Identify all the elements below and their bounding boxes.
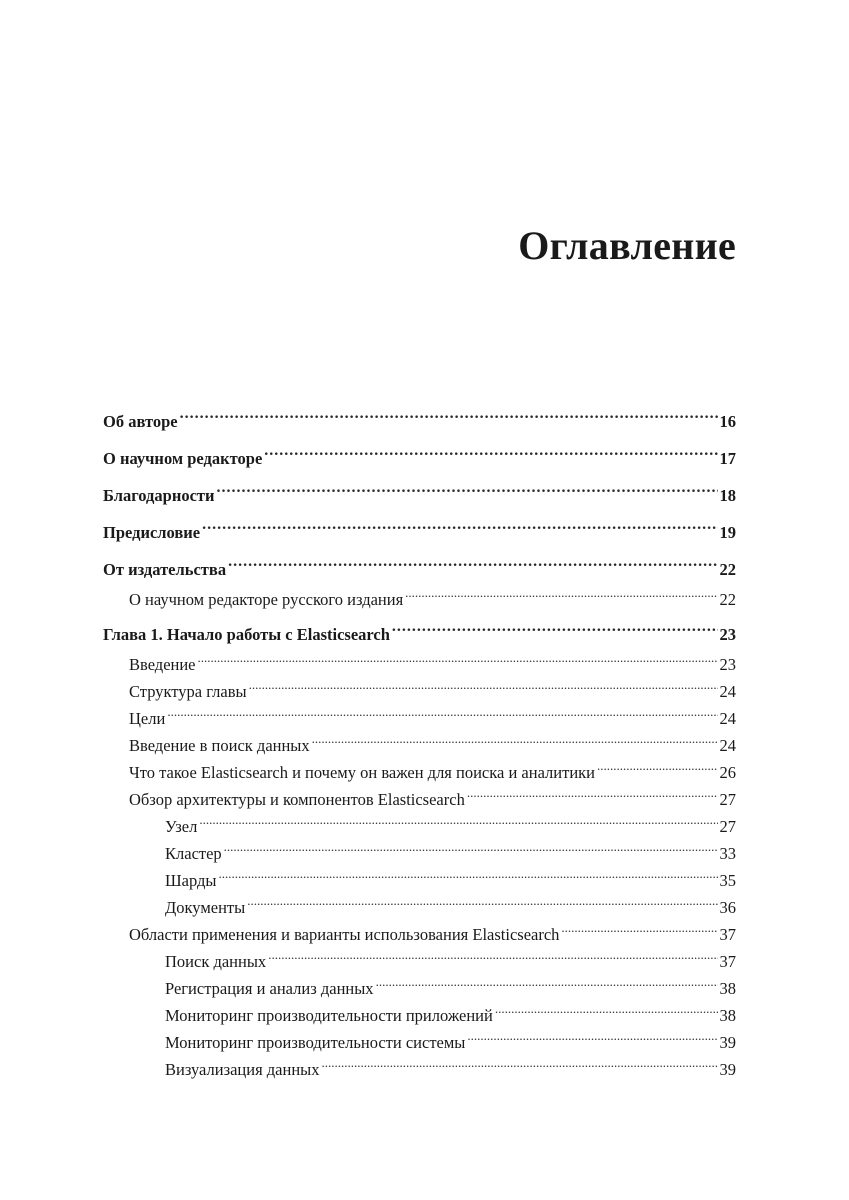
toc-entry-label: Регистрация и анализ данных xyxy=(165,979,374,998)
dot-leader xyxy=(202,511,717,538)
dot-leader xyxy=(180,400,718,427)
toc-entry-label: Поиск данных xyxy=(165,952,267,971)
dot-leader xyxy=(467,1021,717,1048)
dot-leader xyxy=(405,578,717,605)
dot-leader xyxy=(167,697,717,724)
toc-entry-preface[interactable] xyxy=(103,511,736,548)
toc-page-number: 22 xyxy=(719,590,736,609)
toc-entry-about-author[interactable] xyxy=(103,400,736,437)
toc-page-number: 17 xyxy=(719,449,736,468)
dot-leader xyxy=(228,548,717,575)
toc-entry-label: Благодарности xyxy=(103,486,215,505)
dot-leader xyxy=(495,994,718,1021)
toc-entry-chapter-structure[interactable] xyxy=(103,670,736,701)
toc-entry-label: От издательства xyxy=(103,560,227,579)
toc-entry-acknowledgements[interactable] xyxy=(103,474,736,511)
toc-page-number: 26 xyxy=(719,763,736,782)
toc-page-number: 39 xyxy=(719,1033,736,1052)
toc-entry-about-editor[interactable] xyxy=(103,437,736,474)
toc-entry-label: Обзор архитектуры и компонентов Elasticsearch xyxy=(129,790,465,809)
toc-entry-label: Визуализация данных xyxy=(165,1060,320,1079)
dot-leader xyxy=(218,859,717,886)
toc-entry-from-publisher[interactable] xyxy=(103,548,736,578)
toc-page-number: 24 xyxy=(719,682,736,701)
toc-entry-cluster[interactable] xyxy=(103,832,736,863)
toc-entry-label: Что такое Elasticsearch и почему он важен для поиска и аналитики xyxy=(129,763,595,782)
toc-page-number: 16 xyxy=(719,412,736,431)
toc-entry-label: Шарды xyxy=(165,871,217,890)
toc-page-number: 38 xyxy=(719,1006,736,1025)
dot-leader xyxy=(224,832,718,859)
toc-entry-label: Структура главы xyxy=(129,682,247,701)
toc-page-number: 27 xyxy=(719,817,736,836)
dot-leader xyxy=(268,940,717,967)
toc-entry-label: Области применения и варианты использования Elasticsearch xyxy=(129,925,560,944)
toc-page-number: 19 xyxy=(719,523,736,542)
toc-entry-chapter-1[interactable] xyxy=(103,613,736,643)
toc-entry-label: Предисловие xyxy=(103,523,201,542)
toc-page-number: 38 xyxy=(719,979,736,998)
toc-entry-label: Документы xyxy=(165,898,246,917)
dot-leader xyxy=(322,1048,718,1075)
toc-page-number: 39 xyxy=(719,1060,736,1079)
toc-page-number: 23 xyxy=(719,625,736,644)
toc-entry-label: Кластер xyxy=(165,844,222,863)
dot-leader xyxy=(376,967,718,994)
dot-leader xyxy=(467,778,718,805)
toc-page-number: 24 xyxy=(719,736,736,755)
toc-entry-goals[interactable] xyxy=(103,697,736,728)
toc-entry-intro-data-search[interactable] xyxy=(103,724,736,755)
table-of-contents xyxy=(103,400,736,1079)
dot-leader xyxy=(597,751,718,778)
toc-page-number: 18 xyxy=(719,486,736,505)
toc-entry-introduction[interactable] xyxy=(103,643,736,674)
toc-page-number: 37 xyxy=(719,952,736,971)
page-title: Оглавление xyxy=(518,223,736,268)
toc-entry-label: Введение xyxy=(129,655,196,674)
dot-leader xyxy=(199,805,717,832)
toc-entry-label: О научном редакторе русского издания xyxy=(129,590,404,609)
toc-entry-label: Глава 1. Начало работы с Elasticsearch xyxy=(103,625,390,644)
toc-page-number: 37 xyxy=(719,925,736,944)
toc-page-number: 36 xyxy=(719,898,736,917)
toc-entry-label: Мониторинг производительности приложений xyxy=(165,1006,493,1025)
dot-leader xyxy=(561,913,717,940)
toc-entry-label: Цели xyxy=(129,709,166,728)
dot-leader xyxy=(217,474,718,501)
toc-entry-label: Введение в поиск данных xyxy=(129,736,310,755)
toc-page-number: 22 xyxy=(719,560,736,579)
toc-page-number: 35 xyxy=(719,871,736,890)
toc-entry-label: О научном редакторе xyxy=(103,449,263,468)
dot-leader xyxy=(247,886,717,913)
dot-leader xyxy=(198,643,718,670)
toc-page-number: 27 xyxy=(719,790,736,809)
toc-entry-label: Мониторинг производительности системы xyxy=(165,1033,466,1052)
dot-leader xyxy=(249,670,718,697)
toc-page-number: 33 xyxy=(719,844,736,863)
toc-page-number: 23 xyxy=(719,655,736,674)
dot-leader xyxy=(392,613,718,640)
dot-leader xyxy=(264,437,717,464)
dot-leader xyxy=(312,724,718,751)
toc-page-number: 24 xyxy=(719,709,736,728)
toc-entry-label: Об авторе xyxy=(103,412,178,431)
toc-entry-label: Узел xyxy=(165,817,198,836)
